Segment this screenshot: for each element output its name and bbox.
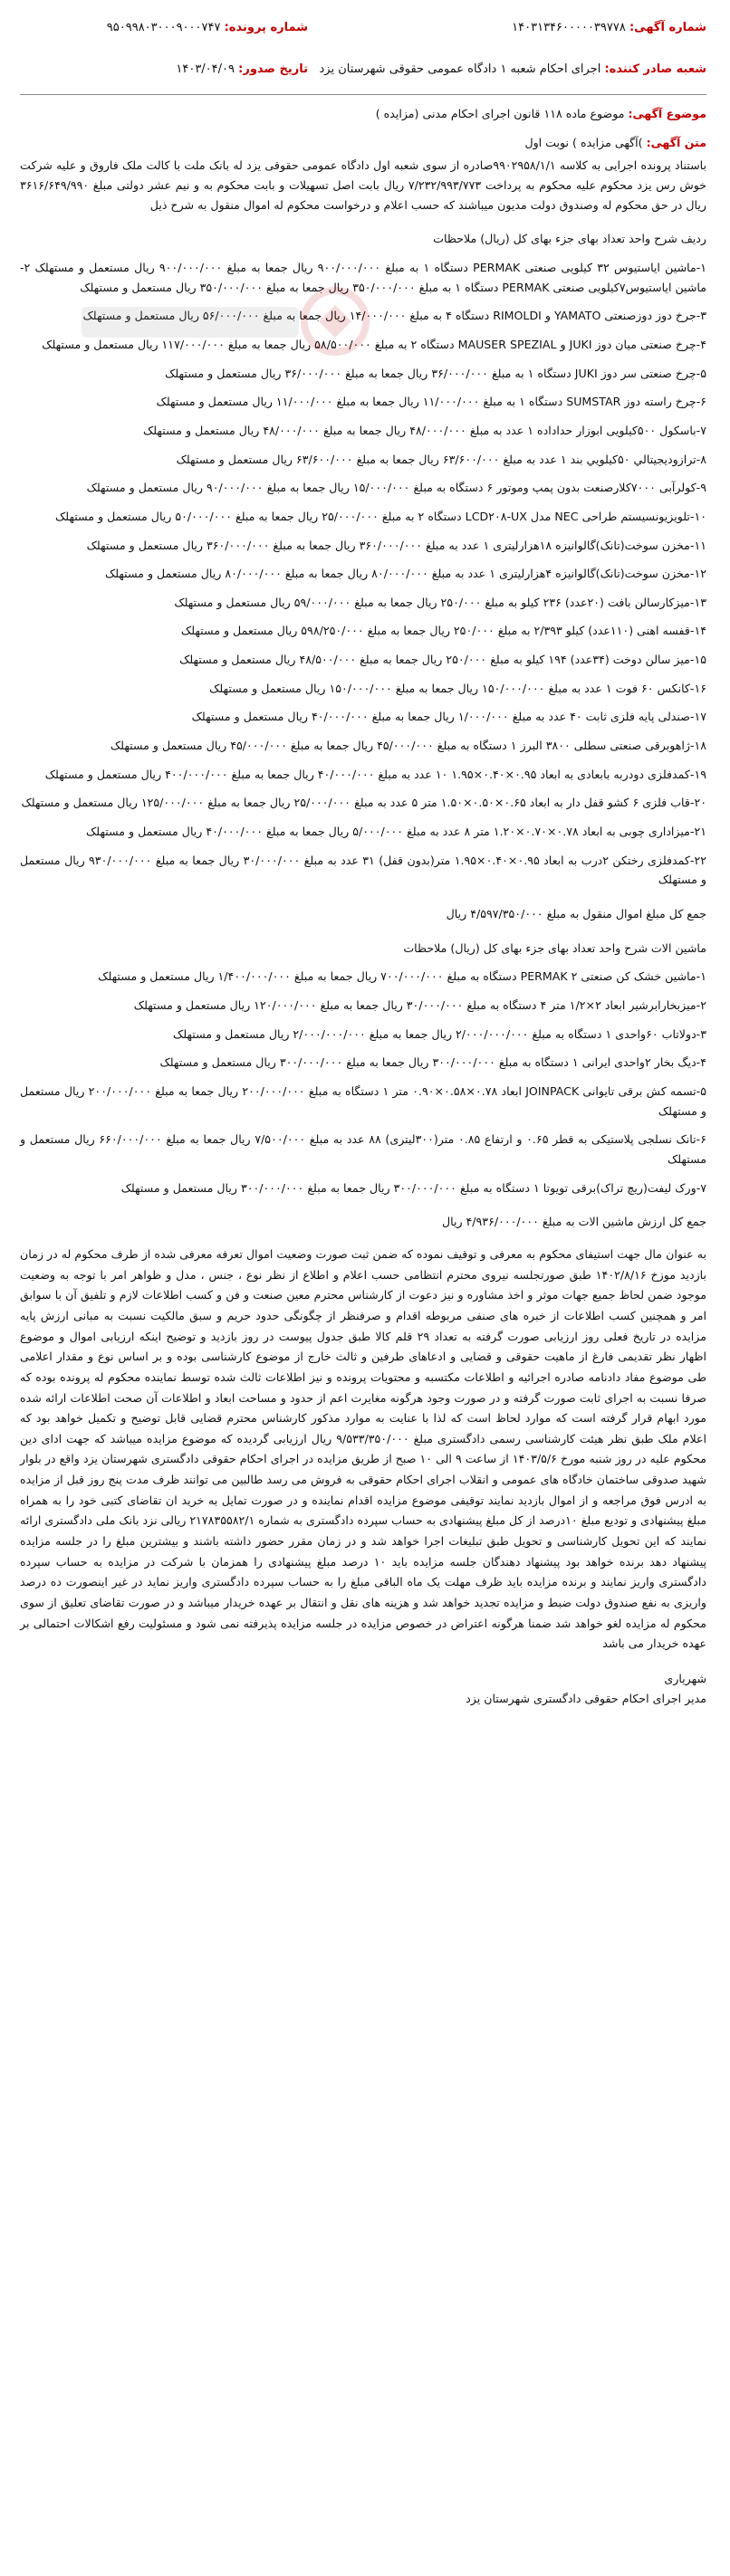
- list-item: ۱۳-میزکارسالن بافت (۲۰عدد) ۲۳۶ کیلو به مبلغ ۲۵۰/۰۰۰ ریال جمعا به مبلغ ۵۹/۰۰۰/۰۰۰ ریال مستعمل و مستهلک: [174, 595, 706, 609]
- list-item: ۳-جرخ دوز دوزصنعتی YAMATO و RIMOLDI دستگاه ۴ به مبلغ ۱۴/۰۰۰/۰۰۰ ریال جمعا به مبلغ ۵۶/۰۰۰/۰۰۰ ریال مستعمل و مستهلک: [82, 309, 706, 323]
- list-item: ۱۴-قفسه اهنی (۱۱۰عدد) کیلو ۲/۳۹۳ به مبلغ ۲۵۰/۰۰۰ ریال جمعا به مبلغ ۵۹۸/۲۵۰/۰۰۰ ریال مستعمل و مستهلک: [180, 624, 706, 638]
- section1-items: [20, 254, 706, 893]
- list-item: ۱۲-مخزن سوخت(تانک)گالوانیزه ۴هزارلیتری ۱ عدد به مبلغ ۸۰/۰۰۰/۰۰۰ ریال جمعا به مبلغ ۸۰/۰۰۰/۰۰۰ ریال مستعمل و مستهلک: [104, 567, 706, 581]
- list-item: ۶-تانک نسلجی پلاستیکی به قطر ۰.۶۵ و ارتفاع ۰.۸۵ متر(۳۰۰لیتری) ۸۸ عدد به مبلغ ۷/۵۰۰/۰۰۰ ریال جمعا به مبلغ ۶۶۰/۰۰۰/۰۰۰ ریال مستعمل و مستهلک: [20, 1132, 706, 1166]
- section1-header: ردیف شرح واحد تعداد بهای جزء بهای کل (ریال) ملاحظات: [433, 232, 706, 246]
- list-item: ۱۱-مخزن سوخت(تانک)گالوانیزه ۱۸هزارلیتری ۱ عدد به مبلغ ۳۶۰/۰۰۰/۰۰۰ ریال جمعا به مبلغ ۳۶۰/۰۰۰/۰۰۰ ریال مستعمل و مستهلک: [86, 538, 706, 552]
- list-item: ۵-تسمه کش برقی تایوانی JOINPACK ابعاد ۰.۷۸×۰.۵۸×۰.۹۰ متر ۱ دستگاه به مبلغ ۲۰۰/۰۰۰/۰۰۰ ریال جمعا به مبلغ ۲۰۰/۰۰۰/۰۰۰ ریال مستعمل و مستهلک: [20, 1083, 706, 1118]
- list-item: ۱۷-صندلی پایه فلزی ثابت ۴۰ عدد به مبلغ ۱/۰۰۰/۰۰۰ ریال جمعا به مبلغ ۴۰/۰۰۰/۰۰۰ ریال مستعمل و مستهلک: [191, 710, 706, 724]
- list-item: ۲۰-قاب فلزی ۶ کشو قفل دار به ابعاد ۰.۶۵×۰.۵۰×۱.۵۰ متر ۵ عدد به مبلغ ۲۵/۰۰۰/۰۰۰ ریال جمعا به مبلغ ۱۲۵/۰۰۰/۰۰۰ ریال مستعمل و مستهلک: [21, 796, 706, 810]
- list-item: ۱۸-ژاهوبرقی صنعتی سطلی ۳۸۰۰ البرز ۱ دستگاه به مبلغ ۴۵/۰۰۰/۰۰۰ ریال جمعا به مبلغ ۴۵/۰۰۰/۰۰۰ ریال مستعمل و مستهلک: [110, 739, 706, 753]
- list-item: ۲-میزبخارابرشیر ابعاد ۲×۱/۲ متر ۴ دستگاه به مبلغ ۳۰/۰۰۰/۰۰۰ ریال جمعا به مبلغ ۱۲۰/۰۰۰/۰۰۰ ریال مستعمل و مستهلک: [133, 998, 706, 1012]
- list-item: ۵-چرخ صنعتی سر دوز JUKI دستگاه ۱ به مبلغ ۳۶/۰۰۰/۰۰۰ ریال جمعا به مبلغ ۳۶/۰۰۰/۰۰۰ ریال مستعمل و مستهلک: [165, 366, 706, 380]
- list-item: ۴-چرخ صنعتی میان دوز JUKI و MAUSER SPEZIAL دستگاه ۲ به مبلغ ۵۸/۵۰۰/۰۰۰ ریال جمعا به مبلغ ۱۱۷/۰۰۰/۰۰۰ ریال مستعمل و مستهلک: [42, 337, 706, 351]
- ad-number-row: [512, 18, 706, 38]
- subject-label: موضوع آگهی:: [628, 107, 706, 120]
- list-item: ۱۶-کانکس ۶۰ فوت ۱ عدد به مبلغ ۱۵۰/۰۰۰/۰۰۰ ریال جمعا به مبلغ ۱۵۰/۰۰۰/۰۰۰ ریال مستعمل و مستهلک: [209, 681, 706, 695]
- case-number: ۹۵۰۹۹۸۰۳۰۰۰۹۰۰۰۷۴۷: [106, 21, 221, 34]
- section2-header: ماشین الات شرح واحد تعداد بهای جزء بهای کل (ریال) ملاحظات: [403, 940, 706, 955]
- ad-number: ۱۴۰۳۱۳۴۶۰۰۰۰۰۳۹۷۷۸: [512, 21, 626, 34]
- section2-total: جمع کل ارزش ماشین الات به مبلغ ۴/۹۳۶/۰۰۰/۰۰۰ ریال: [441, 1215, 706, 1229]
- list-item: ۸-ترازوديجيتالي ۵۰كيلويي بند ۱ عدد به مبلغ ۶۳/۶۰۰/۰۰۰ ریال جمعا به مبلغ ۶۳/۶۰۰/۰۰۰ ریال مستعمل و مستهلک: [176, 452, 706, 466]
- issue-date-row: [176, 60, 308, 80]
- list-item: ۹-کولرآبی ۷۰۰۰کلارصنعت بدون پمپ وموتور ۶ دستگاه به مبلغ ۱۵/۰۰۰/۰۰۰ ریال جمعا به مبلغ ۹۰/۰۰۰/۰۰۰ ریال مستعمل و مستهلک: [86, 481, 706, 495]
- section1-total: جمع کل مبلغ اموال منقول به مبلغ ۴/۵۹۷/۳۵۰/۰۰۰ ریال: [446, 907, 706, 921]
- ad-text-line: [20, 133, 706, 153]
- subject-line: [20, 104, 706, 124]
- issuing-branch: اجرای احکام شعبه ۱ دادگاه عمومی حقوقی شهرستان یزد: [319, 62, 601, 76]
- list-item: ۱۰-تلویزیونسیستم طراحی NEC مدل LCD۲۰۸-UX دستگاه ۲ به مبلغ ۲۵/۰۰۰/۰۰۰ ریال جمعا به مبلغ ۵۰/۰۰۰/۰۰۰ ریال مستعمل و مستهلک: [55, 509, 706, 523]
- list-item: ۱۵-میز سالن دوخت (۳۴عدد) ۱۹۴ کیلو به مبلغ ۲۵۰/۰۰۰ ریال جمعا به مبلغ ۴۸/۵۰۰/۰۰۰ ریال مستعمل و مستهلک: [179, 653, 706, 667]
- issuing-branch-label: شعبه صادر کننده:: [604, 62, 706, 76]
- list-item: ۷-ورک لیفت(ریچ تراک)برقی تویوتا ۱ دستگاه به مبلغ ۳۰۰/۰۰۰/۰۰۰ ریال جمعا به مبلغ ۳۰۰/۰۰۰/۰۰۰ ریال مستعمل و مستهلک: [120, 1180, 706, 1195]
- case-number-label: شماره پرونده:: [224, 21, 308, 34]
- auction-terms-paragraph: به عنوان مال جهت استیفای محکوم به معرفی و توقیف نموده که ضمن ثبت صورت وضعیت اموال تعرفه معرفی شده از طرف محکوم له در زمان بازدید موزخ ۱۴۰۲/۸/۱۶ طبق صورتجلسه نیروی محترم انتظامی حسب اعلام و اطلاع از نظر نوع ، جنس ، مدل و ظواهر امر با توجه به وضعیت موجود ضمن لحاظ جمیع جهات موثر و اخذ مشاوره و نیز دعوت از کارشناس محترم معین صنعت و فن و کسب اطلاعات لازم و تلفیق آن با سوابق امر و همچنین کسب اطلاعات از خبره های صنفی مربوطه اقدام و صرفنظر از چگونگی حدود حریم و سبق مالکیت نسبت به مبانی ارزش پایه مزایده در تاریخ فعلی روز ارزیابی صورت گرفته به تعداد ۲۹ قلم کالا طبق جدول پیوست در روز بازدید و توضیح اینکه ارزیابی اموال و موضوع اظهار نظر تقدیمی فارغ از ماهیت حقوقی و قضایی و ادعاهای طرفین و ثالث خارج از موضوع کارشناسی بوده و بر اساس نوع و مقدار اعلامی طی موضوع مفاد دادنامه صادره اجرائیه و اطلاعات مکتسبه و محتویات پرونده و نیز اطلاعات ثالث شده توسط نماینده محکوم له پرونده بوده که صرفا نسبت به اجرای ثابت صورت گرفته و در صورت وجود هرگونه مغایرت اعم از حدود و مساحت ابعاد و اطلاعات آن صحت اطلاعات ارائه شده مورد ابهام قرار گرفته است که موارد لحاظ است که لذا با عنایت به موارد مذکور کارشناس محترم قضایی قابل توضیح و تکمیل خواهد بود که اعلام ملک طبق نظر هیئت کارشناسی رسمی دادگستری مبلغ ۹/۵۳۳/۳۵۰/۰۰۰ ریال ارزیابی گردیده که موضوع مزایده میباشد که جهت ادای دین محکوم علیه در روز شنبه مورخ ۱۴۰۳/۵/۶ از ساعت ۹ الی ۱۰ صبح از طریق مزایده در اجرای احکام حقوقی دادگستری شهرستان یزد واقع در بلوار شهید صدوقی ساختمان خادگاه های عمومی و انقلاب اجرای احکام حقوقی به فروش می رسد طالبین می توانند ظرف مدت پنج روز قبل از مزایده به ادرس فوق مراجعه و از اموال بازدید نمایند توقیفی موضوع مزایده اقدام نماینده و در صورت تمایل به خرید ان تقاضای کتبی خود را به همراه مبلغ پیشنهادی و تودیع مبلغ ۱۰درصد از کل مبلغ پیشنهادی به حساب سپرده دادگستری به شماره ۲۱۷۸۳۵۵۸۲/۱ ریالی نزد بانک ملی دادگستری ارائه نمایند که این تحویل کارشناسی و تحویل طبق تبلیغات اجرا خواهد شد و در زمان مقرر حضور داشته باشند و بیشترین مبلغ را در جلسه مزایده پیشنهاد دهد برنده خواهد بود پیشنهاد دهندگان جلسه مزایده باید ۱۰ درصد مبلغ پیشنهادی را همزمان با شرکت در مزایده به حساب سپرده دادگستری واریز نمایند و برنده مزایده باید ظرف مهلت یک ماه الباقی مبلغ را به حساب سپرده دادگستری واریز نماید در غیر اینصورت ده درصد واریزی به نفع صندوق دولت ضبط و مزایده تجدید خواهد شد و هزینه های نقل و انتقال بر عهده خریدار میباشد و در صورت تقاضای تعلیق از سوی محکوم له مزایده لغو خواهد شد ضمنا هرگونه اعتراض در خصوص مزایده در جلسه مزایده پذیرفته نمی شود و مسئولیت رفع اشکالات احتمالی بر عهده خریدار می باشد: [20, 1246, 707, 1651]
- issue-date-label: تاریخ صدور:: [238, 62, 308, 76]
- case-number-row: [107, 18, 308, 38]
- ad-number-label: شماره آگهی:: [629, 21, 706, 34]
- subject-text: موضوع ماده ۱۱۸ قانون اجرای احکام مدنی (مزایده ): [375, 107, 625, 120]
- list-item: ۱-ماشین خشک کن صنعتی PERMAK ۲ دستگاه به مبلغ ۷۰۰/۰۰۰/۰۰۰ ریال جمعا به مبلغ ۱/۴۰۰/۰۰۰/۰۰۰ ریال مستعمل و مستهلک: [98, 969, 706, 984]
- list-item: ۶-چرخ راسته دوز SUMSTAR دستگاه ۱ به مبلغ ۱۱/۰۰۰/۰۰۰ ریال جمعا به مبلغ ۱۱/۰۰۰/۰۰۰ ریال مستعمل و مستهلک: [156, 395, 706, 409]
- signature-block: [20, 1669, 706, 1708]
- issue-date: ۱۴۰۳/۰۴/۰۹: [176, 62, 235, 76]
- intro-paragraph: باستناد پرونده اجرایی به کلاسه ۹۹۰۲۹۵۸/۱/۱صادره از سوی شعبه اول دادگاه عمومی حقوقی یزد له بانک ملت با کالت ملک فاروق و علیه شرکت خوش رس یزد محکوم علیه محکوم به پرداخت ۷/۲۳۲/۹۹۳/۷۷۳ ریال بابت اصل تسهیلات و بابت محکوم به و نیم عشر دولتی مبلغ ۳۶۱۶/۶۴۹/۹۹۰ ریال در حق محکوم له وصندوق دولت مدیون میباشند که حسب اعلام و درخواست محکوم له اموال منقول به شرح ذیل: [20, 158, 707, 212]
- signer-name: شهریاری: [664, 1672, 706, 1686]
- list-item: ۷-باسکول ۵۰۰کیلویی ابوزار حداداده ۱ عدد به مبلغ ۴۸/۰۰۰/۰۰۰ ریال جمعا به مبلغ ۴۸/۰۰۰/۰۰۰ ریال مستعمل و مستهلک: [142, 423, 706, 437]
- list-item: ۲۲-کمدفلزی رختکن ۲درب به ابعاد ۰.۹۵×۰.۴۰×۱.۹۵ متر(بدون قفل) ۳۱ عدد به مبلغ ۳۰/۰۰۰/۰۰۰ ریال جمعا به مبلغ ۹۳۰/۰۰۰/۰۰۰ ریال مستعمل و مستهلک: [20, 853, 706, 887]
- signer-title: مدیر اجرای احکام حقوقی دادگستری شهرستان یزد: [466, 1691, 706, 1705]
- list-item: ۲۱-میزاداری چوبی به ابعاد ۰.۷۸×۰.۷۰×۱.۲۰ متر ۸ عدد به مبلغ ۵/۰۰۰/۰۰۰ ریال جمعا به مبلغ ۴۰/۰۰۰/۰۰۰ ریال مستعمل و مستهلک: [86, 825, 706, 839]
- issuing-branch-row: [319, 60, 706, 80]
- list-item: ۴-دیگ بخار ۲واحدی ایرانی ۱ دستگاه به مبلغ ۳۰۰/۰۰۰/۰۰۰ ریال جمعا به مبلغ ۳۰۰/۰۰۰/۰۰۰ ریال مستعمل و مستهلک: [159, 1055, 706, 1070]
- section2-items: [20, 963, 706, 1201]
- notice-header: [20, 13, 706, 95]
- list-item: ۱۹-کمدفلزی دودربه بابعادی به ابعاد ۰.۹۵×۰.۴۰×۱.۹۵ ۱۰ عدد به مبلغ ۴۰/۰۰۰/۰۰۰ ریال جمعا به مبلغ ۴۰۰/۰۰۰/۰۰۰ ریال مستعمل و مستهلک: [44, 767, 706, 781]
- list-item: ۱-ماشین ایاستیوس ۳۲ کیلویی صنعتی PERMAK دستگاه ۱ به مبلغ ۹۰۰/۰۰۰/۰۰۰ ریال جمعا به مبلغ ۹۰۰/۰۰۰/۰۰۰ ریال مستعمل و مستهلک ۲-ماشین ایاستیوس۷کیلویی صنعتی PERMAK دستگاه ۱ به مبلغ ۳۵۰/۰۰۰/۰۰۰ ریال جمعا به مبلغ ۳۵۰/۰۰۰/۰۰۰ ریال مستعمل و مستهلک: [20, 260, 707, 294]
- ad-text: )آگهی مزایده ) نوبت اول: [524, 135, 643, 149]
- ad-text-label: متن آگهی:: [646, 135, 706, 149]
- list-item: ۳-دولاتاب ۶۰واحدی ۱ دستگاه به مبلغ ۲/۰۰۰/۰۰۰/۰۰۰ ریال جمعا به مبلغ ۲/۰۰۰/۰۰۰/۰۰۰ ریال مستعمل و مستهلک: [173, 1026, 706, 1041]
